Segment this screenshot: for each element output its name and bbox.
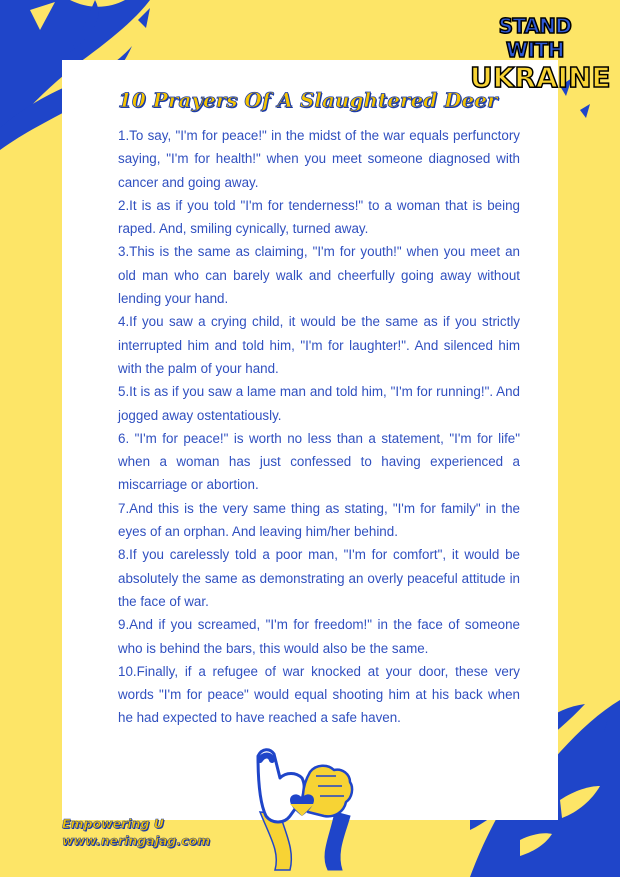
prayer-paragraph: 8.If you carelessly told a poor man, "I'm for comfort", it would be absolutely the same as demonstrating an overly peaceful attitude in the face of war.: [118, 547, 520, 609]
stand-with-ukraine-badge: [470, 8, 611, 94]
prayer-paragraph: 7.And this is the very same thing as stating, "I'm for family" in the eyes of an orphan. And leaving him/her behind.: [118, 500, 520, 540]
prayer-paragraph: 5.It is as if you saw a lame man and told him, "I'm for running!". And jogged away ostentatiously.: [118, 384, 520, 423]
prayer-paragraph: 10.Finally, if a refugee of war knocked at your door, these very words "I'm for peace" would equal shooting him at his back when he had expected to have reached a safe haven.: [118, 663, 520, 726]
clasped-hands-heart-icon: [250, 742, 360, 872]
prayer-paragraph: 1.To say, "I'm for peace!" in the midst of the war equals perfunctory saying, "I'm for health!" when you meet someone diagnosed with cancer and going away.: [118, 128, 520, 190]
footer-branding: [62, 815, 210, 849]
footer-brand-name: Empowering U: [62, 816, 164, 831]
badge-line-1: STAND WITH: [498, 14, 572, 62]
prayers-list: [118, 124, 520, 730]
prayer-paragraph: 4.If you saw a crying child, it would be the same as if you strictly interrupted him and told him, "I'm for laughter!". And silenced him with the palm of your hand.: [118, 314, 520, 376]
badge-line-2: UKRAINE: [470, 61, 611, 94]
prayer-paragraph: 3.This is the same as claiming, "I'm for youth!" when you meet an old man who can barely walk and cheerfully going away without lending your hand.: [118, 244, 520, 307]
page-title: 10 Prayers Of A Slaughtered Deer: [118, 88, 498, 112]
prayer-paragraph: 6. "I'm for peace!" is worth no less than a statement, "I'm for life" when a woman has just confessed to having experienced a miscarriage or abortion.: [118, 430, 520, 493]
prayer-paragraph: 9.And if you screamed, "I'm for freedom!" in the face of someone who is behind the bars, this would also be the same.: [118, 617, 520, 656]
footer-website-link[interactable]: www.neringajag.com: [62, 833, 211, 848]
prayer-paragraph: 2.It is as if you told "I'm for tenderness!" to a woman that is being raped. And, smiling cynically, turned away.: [118, 197, 520, 237]
